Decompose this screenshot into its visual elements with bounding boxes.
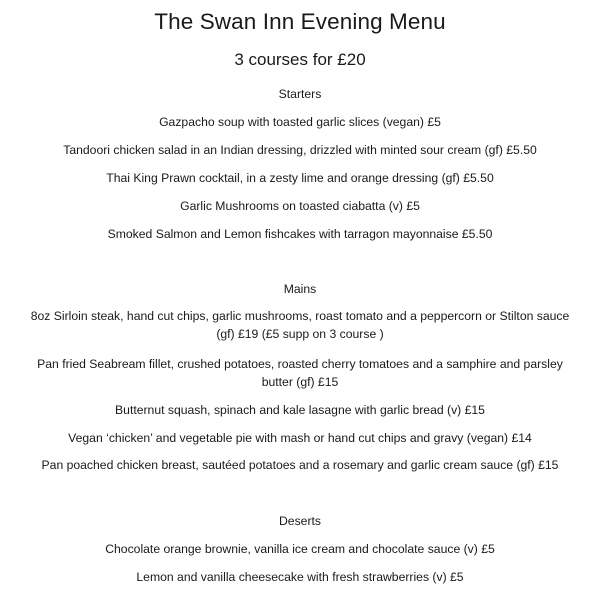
starter-item: Gazpacho soup with toasted garlic slices (vegan) £5 [159,115,441,129]
starter-item: Thai King Prawn cocktail, in a zesty lime and orange dressing (gf) £5.50 [106,171,494,185]
main-item: Butternut squash, spinach and kale lasagne with garlic bread (v) £15 [115,403,485,417]
main-item-line: butter (gf) £15 [261,375,339,389]
menu-title: The Swan Inn Evening Menu [154,9,446,34]
main-item-line: 8oz Sirloin steak, hand cut chips, garlic mushrooms, roast tomato and a peppercorn or Stilton sauce [30,309,570,323]
desert-item: Chocolate orange brownie, vanilla ice cream and chocolate sauce (v) £5 [105,542,495,556]
starter-item: Tandoori chicken salad in an Indian dressing, drizzled with minted sour cream (gf) £5.50 [63,143,537,157]
starters-heading: Starters [278,87,322,101]
main-item-line: Pan fried Seabream fillet, crushed potatoes, roasted cherry tomatoes and a samphire and parsley [37,357,563,371]
main-item: Pan poached chicken breast, sautéed potatoes and a rosemary and garlic cream sauce (gf) £15 [41,458,559,472]
mains-heading: Mains [283,282,317,296]
starter-item: Garlic Mushrooms on toasted ciabatta (v) £5 [180,199,420,213]
main-item: Vegan ‘chicken’ and vegetable pie with mash or hand cut chips and gravy (vegan) £14 [68,431,532,445]
desert-item: Lemon and vanilla cheesecake with fresh strawberries (v) £5 [136,570,464,584]
main-item [0,355,600,391]
menu-subtitle: 3 courses for £20 [234,50,366,69]
main-item [0,307,600,343]
deserts-heading: Deserts [279,514,321,528]
starter-item: Smoked Salmon and Lemon fishcakes with tarragon mayonnaise £5.50 [107,227,493,241]
main-item-line: (gf) £19 (£5 supp on 3 course ) [216,327,384,341]
